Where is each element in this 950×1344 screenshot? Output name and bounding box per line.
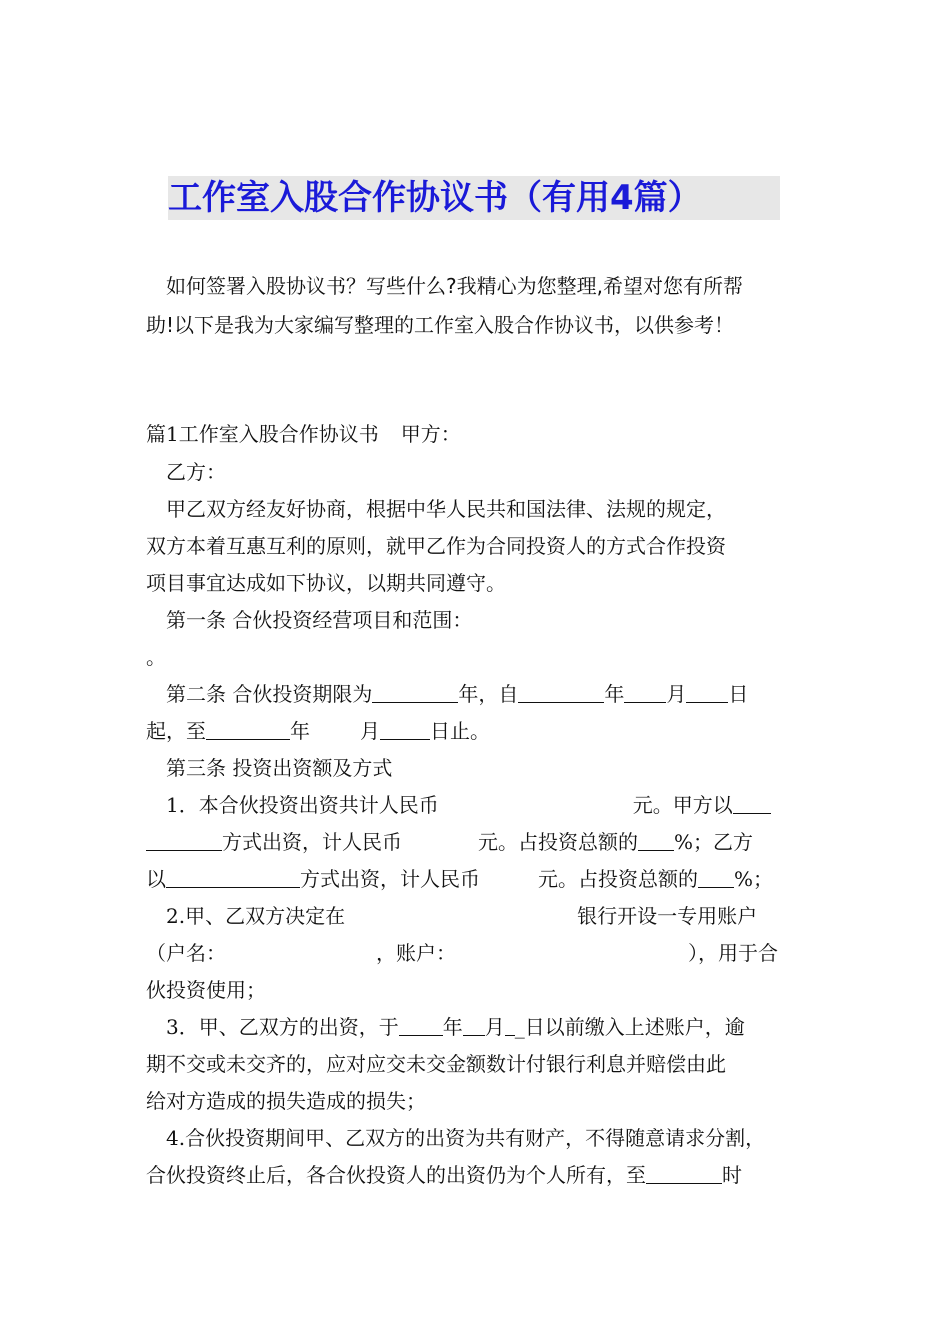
item-2-line-2: （户名： ，账户： ），用于合 [146, 941, 778, 965]
item-1-line-2: 方式出资，计人民币 元。占投资总额的 %；乙方 [146, 828, 753, 856]
blank-start-year [518, 682, 604, 703]
blank-b-method [166, 867, 300, 888]
section-heading-line [146, 420, 461, 448]
item-3-line-1: 3．甲、乙双方的出资，于 年 月 _日以前缴入上述账户，逾 [166, 1015, 745, 1039]
blank-pay-year [399, 1015, 443, 1036]
document-title: 工作室入股合作协议书（有用4篇） [168, 176, 780, 220]
section-heading: 篇1工作室入股合作协议书 [146, 422, 379, 446]
blank-start-day [686, 682, 728, 703]
intro-line-1: 如何签署入股协议书？写些什么?我精心为您整理,希望对您有所帮 [166, 274, 743, 298]
article-2-line-2: 起，至 年 月 日止。 [146, 719, 490, 743]
blank-pay-month [463, 1015, 485, 1036]
article-2-line-1: 第二条 合伙投资期限为 年，自 年 月 日 [166, 682, 749, 706]
blank-start-month [624, 682, 666, 703]
blank-until [646, 1163, 722, 1184]
blank-end-day [380, 719, 430, 740]
article-1: 第一条 合伙投资经营项目和范围： [166, 608, 473, 632]
blank-a-method-part [733, 793, 771, 814]
blank-term-years [372, 682, 458, 703]
item-4-line-1: 4.合伙投资期间甲、乙双方的出资为共有财产，不得随意请求分割， [166, 1126, 766, 1150]
preamble-line-1: 甲乙双方经友好协商，根据中华人民共和国法律、法规的规定， [166, 497, 726, 521]
preamble-line-2: 双方本着互惠互利的原则，就甲乙作为合同投资人的方式合作投资 [146, 534, 726, 558]
article-3: 第三条 投资出资额及方式 [166, 756, 393, 780]
blank-a-percent [638, 830, 674, 851]
blank-b-percent [698, 867, 734, 888]
item-4-line-2: 合伙投资终止后，各合伙投资人的出资仍为个人所有，至 时 [146, 1163, 742, 1187]
article-1-end: 。 [146, 645, 166, 669]
item-2-line-1: 2.甲、乙双方决定在 银行开设一专用账户 [166, 904, 758, 928]
blank-end-year [206, 719, 290, 740]
preamble-line-3: 项目事宜达成如下协议，以期共同遵守。 [146, 571, 506, 595]
item-1-line-3: 以 方式出资，计人民币 元。占投资总额的 %； [146, 867, 774, 891]
item-2-line-3: 伙投资使用； [146, 978, 266, 1002]
item-1-line-1: 1．本合伙投资出资共计人民币 元。甲方以 [166, 791, 771, 819]
item-3-line-2: 期不交或未交齐的，应对应交未交金额数计付银行利息并赔偿由此 [146, 1052, 726, 1076]
blank-a-method [146, 830, 222, 851]
party-b-label: 乙方： [166, 460, 226, 484]
blank-pay-day [505, 1015, 515, 1036]
item-3-line-3: 给对方造成的损失造成的损失； [146, 1089, 426, 1113]
party-a-label: 甲方： [400, 422, 461, 446]
intro-line-2: 助!以下是我为大家编写整理的工作室入股合作协议书，以供参考！ [146, 313, 735, 337]
